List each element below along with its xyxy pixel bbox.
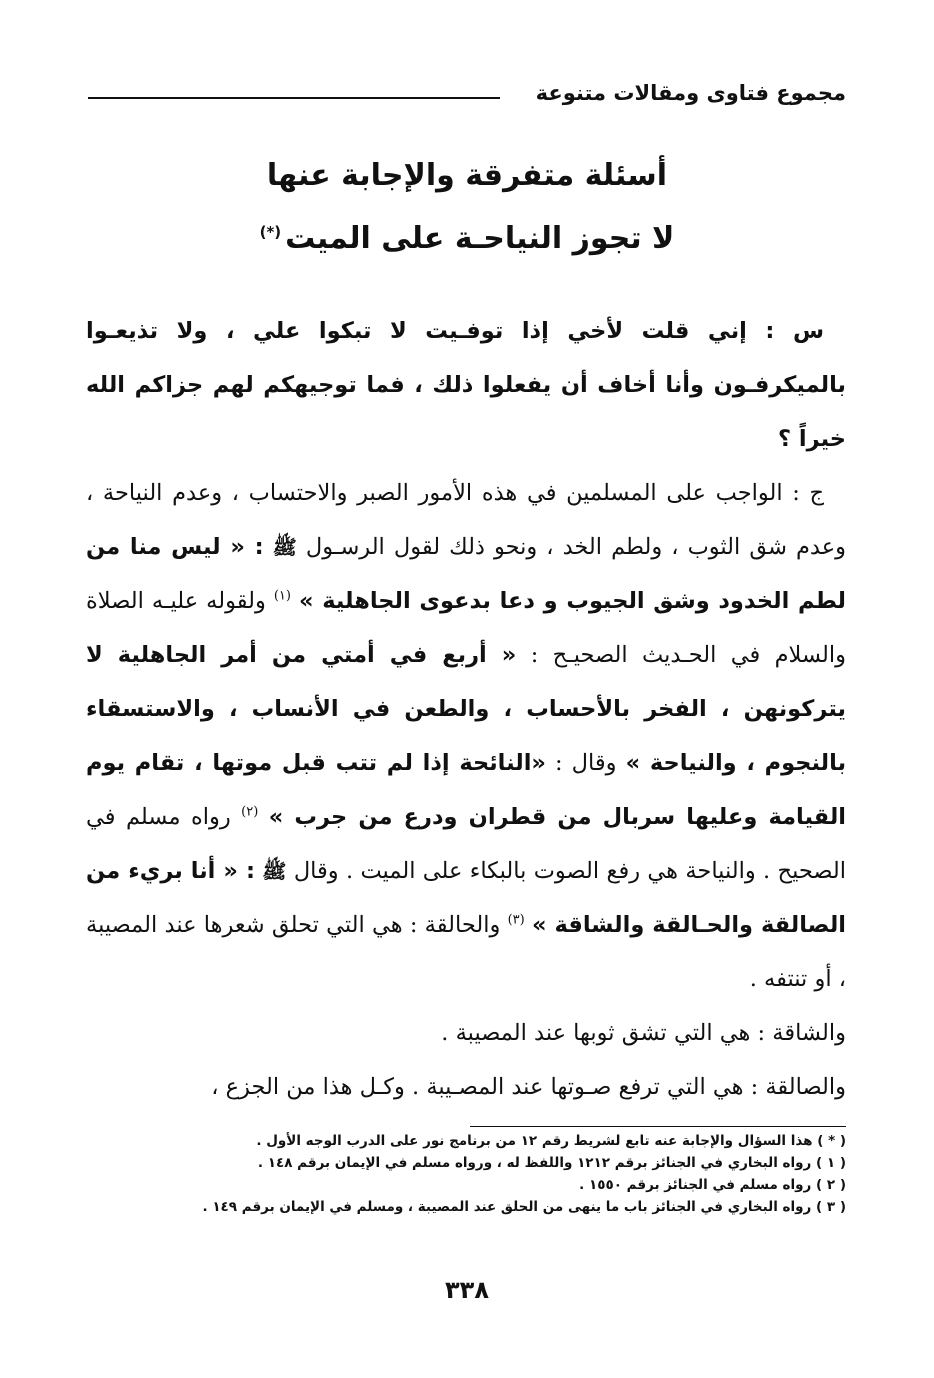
answer-text-5: والحالقة : هي التي تحلق شعرها عند المصيبة ، أو تنتفه . xyxy=(86,912,846,992)
footnotes xyxy=(86,1130,846,1218)
footnote-ref-1: (١) xyxy=(273,588,291,604)
salla-symbol-1: ﷺ xyxy=(272,535,297,559)
footnote-rule xyxy=(470,1126,846,1127)
answer-text-2: ولقوله عليـه الصلاة والسلام في الحـديث الصحيـح : xyxy=(86,588,847,668)
answer-paragraph xyxy=(86,466,846,1006)
footnote-ref-3: (٣) xyxy=(507,912,525,928)
running-title: مجموع فتاوى ومقالات متنوعة xyxy=(535,81,846,105)
body-text xyxy=(86,304,846,1114)
header-rule xyxy=(88,97,500,99)
hadith-3: «النائحة إذا لم تتب قبل موتها ، تقام يوم القيامة وعليها سربال من قطران ودرع من جرب » xyxy=(86,750,847,830)
footnote-ref-2: (٢) xyxy=(241,804,259,820)
hadith-2: « أربع في أمتي من أمر الجاهلية لا يتركونهن ، الفخر بالأحساب ، والطعن في الأنساب ، والاستسقاء بالنجوم ، والنياحة » xyxy=(86,642,847,776)
footnote-1: ( ١ ) رواه البخاري في الجنائز برقم ١٢١٢ واللفظ له ، ورواه مسلم في الإيمان برقم ١٤٨ . xyxy=(257,1155,846,1171)
shaqqa-paragraph: والشاقة : هي التي تشق ثوبها عند المصيبة . xyxy=(441,1020,846,1046)
answer-text-3: وقال : xyxy=(555,750,617,776)
running-header xyxy=(88,78,846,112)
answer-intro: ج : الواجب على المسلمين في هذه الأمور الصبر والاحتساب ، وعدم النياحة ، وعدم شق الثوب ، ولطم الخد ، ونحو ذلك لقول الرسـول xyxy=(86,480,847,560)
salla-symbol-2: ﷺ xyxy=(262,859,287,883)
saliqa-paragraph: والصالقة : هي التي ترفع صـوتها عند المصـيبة . وكـل هذا من الجزع ، xyxy=(211,1074,846,1100)
answer-text-4: رواه مسلم في الصحيح . والنياحة هي رفع الصوت بالبكاء على الميت . وقال xyxy=(86,804,846,884)
hadith-1: : « ليس منا من لطم الخدود وشق الجيوب و دعا بدعوى الجاهلية » xyxy=(86,534,846,614)
footnote-2: ( ٢ ) رواه مسلم في الجنائز برقم ١٥٥٠ . xyxy=(579,1177,846,1193)
article-title xyxy=(0,148,934,267)
title-footnote-marker: (*) xyxy=(259,223,282,241)
question-paragraph: س : إني قلت لأخي إذا توفـيت لا تبكوا علي ، ولا تذيعـوا بالميكرفـون وأنا أخاف أن يفعلوا ذلك ، فما توجيهكم لهم جزاكم الله خيراً ؟ xyxy=(86,318,846,452)
page-number: ٣٣٨ xyxy=(445,1276,489,1304)
title-line-1: أسئلة متفرقة والإجابة عنها xyxy=(266,158,668,193)
hadith-4: : « أنا بريء من الصالقة والحـالقة والشاقة » xyxy=(86,858,847,938)
footnote-3: ( ٣ ) رواه البخاري في الجنائز باب ما ينهى من الحلق عند المصيبة ، ومسلم في الإيمان برقم ١٤٩ . xyxy=(202,1199,846,1215)
title-line-2-text: لا تجوز النياحـة على الميت xyxy=(285,221,675,256)
footnote-star: ( * ) هذا السؤال والإجابة عنه تابع لشريط رقم ١٢ من برنامج نور على الدرب الوجه الأول . xyxy=(256,1133,846,1149)
title-line-2 xyxy=(0,204,934,267)
